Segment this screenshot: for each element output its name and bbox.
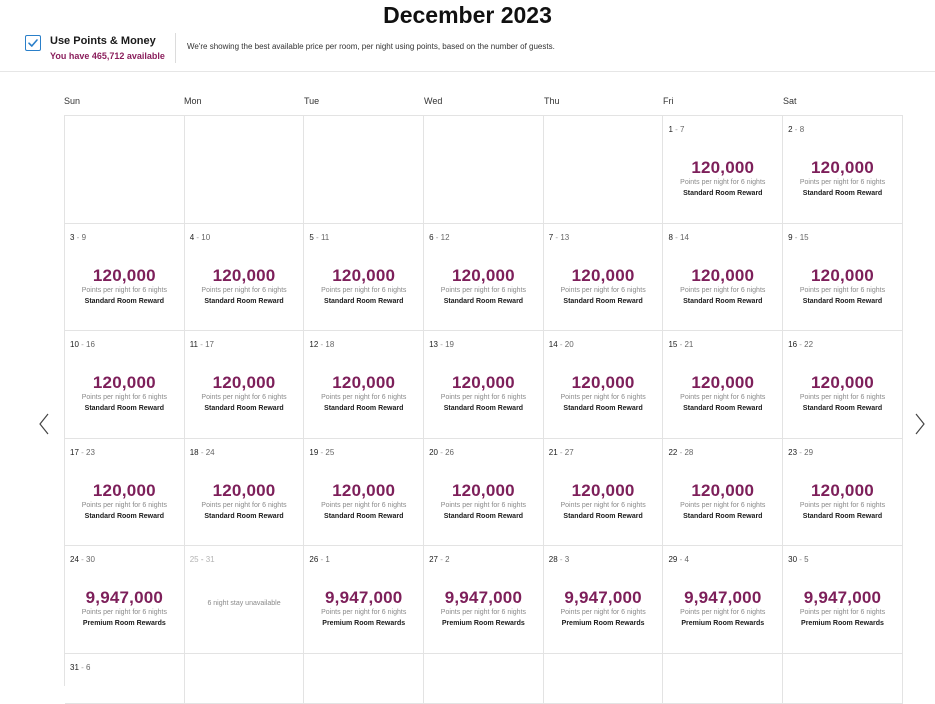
date-range xyxy=(309,233,329,242)
calendar-day-cell[interactable] xyxy=(65,654,185,704)
room-type: Standard Room Reward xyxy=(443,297,524,305)
points-per-night-note: Points per night for 6 nights xyxy=(560,394,646,401)
calendar-day-cell[interactable] xyxy=(663,224,783,332)
range-separator: - xyxy=(78,447,87,457)
range-start: 8 xyxy=(668,232,673,242)
points-per-night-note: Points per night for 6 nights xyxy=(799,394,886,401)
calendar-day-cell[interactable] xyxy=(783,116,903,224)
points-price: 120,000 xyxy=(212,265,276,285)
date-range xyxy=(190,340,214,349)
weekday-sun: Sun xyxy=(64,96,81,106)
range-separator: - xyxy=(792,232,800,242)
points-price: 120,000 xyxy=(212,373,276,392)
points-per-night-note: Points per night for 6 nights xyxy=(321,286,407,294)
points-per-night-note: Points per night for 6 nights xyxy=(799,286,886,294)
room-type: Standard Room Reward xyxy=(204,512,284,520)
calendar-day-cell xyxy=(185,116,305,224)
points-per-night-note: Points per night for 6 nights xyxy=(799,609,886,616)
room-type: Standard Room Reward xyxy=(563,405,643,412)
range-start: 3 xyxy=(70,232,75,242)
range-start: 9 xyxy=(788,232,793,242)
range-end: 16 xyxy=(86,340,95,349)
points-per-night-note: Points per night for 6 nights xyxy=(81,609,167,616)
room-type: Premium Room Rewards xyxy=(681,620,765,627)
room-type: Standard Room Reward xyxy=(802,190,883,197)
weekday-thu: Thu xyxy=(544,96,560,106)
calendar-day-cell[interactable] xyxy=(185,224,305,332)
date-range xyxy=(429,448,454,457)
range-separator: - xyxy=(198,555,206,564)
date-range xyxy=(549,233,569,242)
points-per-night-note: Points per night for 6 nights xyxy=(321,394,407,401)
points-price: 9,947,000 xyxy=(684,588,762,607)
range-end: 2 xyxy=(445,555,450,564)
date-range xyxy=(309,448,334,457)
calendar-day-cell[interactable] xyxy=(304,546,424,654)
range-end: 6 xyxy=(86,662,91,672)
range-separator: - xyxy=(318,340,326,349)
range-separator: - xyxy=(797,447,805,457)
range-start: 14 xyxy=(548,340,558,349)
calendar-day-cell[interactable] xyxy=(544,546,664,654)
calendar-day-cell[interactable] xyxy=(783,439,903,547)
date-range xyxy=(309,555,329,564)
points-per-night-note: Points per night for 6 nights xyxy=(680,394,766,401)
range-start: 22 xyxy=(668,447,678,457)
range-start: 26 xyxy=(309,555,319,564)
range-end: 12 xyxy=(440,232,450,242)
range-start: 29 xyxy=(668,555,678,564)
range-separator: - xyxy=(557,555,565,564)
range-end: 21 xyxy=(684,340,694,349)
date-range xyxy=(70,233,86,242)
points-price: 9,947,000 xyxy=(85,588,164,607)
range-end: 30 xyxy=(86,555,95,564)
points-price: 120,000 xyxy=(691,480,755,500)
calendar-day-cell[interactable] xyxy=(783,331,903,439)
date-range xyxy=(668,555,688,564)
date-range xyxy=(549,340,574,349)
range-end: 18 xyxy=(325,340,335,349)
range-start: 11 xyxy=(189,340,198,349)
calendar-day-cell[interactable] xyxy=(65,224,185,332)
room-type: Premium Room Rewards xyxy=(801,620,884,627)
weekday-sat: Sat xyxy=(783,96,797,106)
range-end: 1 xyxy=(325,555,330,564)
room-type: Standard Room Reward xyxy=(683,297,763,305)
date-range xyxy=(668,233,688,242)
chevron-left-icon xyxy=(39,413,49,435)
range-end: 17 xyxy=(205,340,215,349)
calendar-day-cell xyxy=(304,654,424,704)
points-per-night-note: Points per night for 6 nights xyxy=(440,609,527,616)
points-price: 120,000 xyxy=(332,265,396,285)
date-range xyxy=(429,233,449,242)
range-end: 13 xyxy=(560,232,570,242)
range-start: 30 xyxy=(788,555,798,564)
prev-month-button[interactable] xyxy=(36,412,52,436)
calendar-day-cell xyxy=(544,654,664,704)
calendar-day-cell[interactable] xyxy=(783,546,903,654)
range-end: 8 xyxy=(799,125,805,134)
points-per-night-note: Points per night for 6 nights xyxy=(560,609,646,616)
range-start: 5 xyxy=(309,232,314,242)
points-price: 120,000 xyxy=(451,265,515,285)
points-per-night-note: Points per night for 6 nights xyxy=(201,394,287,401)
date-range xyxy=(788,340,813,349)
range-end: 5 xyxy=(804,555,809,564)
date-range xyxy=(190,555,215,564)
room-type: Standard Room Reward xyxy=(84,405,165,412)
range-separator: - xyxy=(198,340,206,349)
calendar-day-cell[interactable] xyxy=(424,546,544,654)
date-range xyxy=(788,125,804,134)
weekday-fri: Fri xyxy=(663,96,674,106)
calendar-day-cell[interactable] xyxy=(783,224,903,332)
calendar-day-cell[interactable] xyxy=(663,116,783,224)
range-start: 28 xyxy=(548,555,558,564)
range-separator: - xyxy=(677,555,685,564)
room-type: Standard Room Reward xyxy=(563,297,643,305)
range-end: 19 xyxy=(445,340,454,349)
range-separator: - xyxy=(313,232,321,242)
range-end: 10 xyxy=(201,232,211,242)
calendar-day-cell xyxy=(783,654,903,704)
points-per-night-note: Points per night for 6 nights xyxy=(799,179,886,186)
range-end: 7 xyxy=(680,125,685,134)
calendar-day-cell[interactable] xyxy=(424,331,544,439)
range-separator: - xyxy=(557,447,565,457)
room-type: Standard Room Reward xyxy=(443,512,524,520)
range-separator: - xyxy=(677,447,685,457)
range-separator: - xyxy=(437,555,446,564)
calendar-day-cell[interactable] xyxy=(304,331,424,439)
range-end: 4 xyxy=(684,555,689,564)
range-start: 4 xyxy=(189,232,195,242)
range-end: 9 xyxy=(81,232,87,242)
month-title: December 2023 xyxy=(383,2,552,28)
use-points-label[interactable]: Use Points & Money xyxy=(50,35,156,47)
room-type: Standard Room Reward xyxy=(802,297,883,305)
points-price: 120,000 xyxy=(571,265,635,285)
points-per-night-note: Points per night for 6 nights xyxy=(81,286,167,294)
range-start: 2 xyxy=(788,125,793,134)
room-type: Standard Room Reward xyxy=(683,512,763,520)
range-separator: - xyxy=(672,125,680,134)
calendar-day-cell[interactable] xyxy=(424,439,544,547)
divider xyxy=(175,33,176,63)
range-separator: - xyxy=(74,232,82,242)
range-end: 24 xyxy=(205,447,215,457)
points-price: 120,000 xyxy=(451,480,515,500)
date-range xyxy=(549,448,574,457)
range-end: 31 xyxy=(205,555,215,564)
points-available: You have 465,712 available xyxy=(50,51,165,61)
range-start: 31 xyxy=(70,662,79,672)
points-per-night-note: Points per night for 6 nights xyxy=(440,394,527,401)
range-separator: - xyxy=(78,340,87,349)
range-separator: - xyxy=(672,232,680,242)
calendar-day-cell[interactable] xyxy=(65,331,185,439)
points-per-night-note: Points per night for 6 nights xyxy=(560,286,646,294)
room-type: Standard Room Reward xyxy=(324,297,404,305)
points-per-night-note: Points per night for 6 nights xyxy=(81,501,167,509)
range-end: 25 xyxy=(325,447,335,457)
points-price: 120,000 xyxy=(691,265,755,285)
calendar-day-cell[interactable] xyxy=(544,439,664,547)
room-type: Standard Room Reward xyxy=(324,405,404,412)
calendar-day-cell[interactable] xyxy=(663,439,783,547)
range-end: 11 xyxy=(320,232,330,242)
range-start: 7 xyxy=(548,232,554,242)
date-range xyxy=(668,125,684,134)
range-start: 25 xyxy=(189,555,199,564)
range-start: 15 xyxy=(668,340,678,349)
calendar-day-cell xyxy=(544,116,664,224)
date-range xyxy=(788,555,808,564)
points-toggle-bar xyxy=(0,33,935,72)
range-end: 15 xyxy=(799,232,809,242)
calendar-day-cell[interactable] xyxy=(544,331,664,439)
range-end: 29 xyxy=(804,447,814,457)
checkmark-icon xyxy=(27,37,39,49)
chevron-right-icon xyxy=(915,413,925,435)
calendar-day-cell[interactable] xyxy=(185,439,305,547)
points-per-night-note: Points per night for 6 nights xyxy=(680,609,766,616)
points-price: 120,000 xyxy=(571,373,635,392)
weekday-mon: Mon xyxy=(184,96,202,106)
range-start: 17 xyxy=(70,447,79,457)
points-price: 120,000 xyxy=(571,480,635,500)
points-per-night-note: Points per night for 6 nights xyxy=(680,501,766,509)
range-start: 24 xyxy=(70,555,79,564)
range-separator: - xyxy=(198,447,206,457)
range-separator: - xyxy=(437,447,446,457)
weekday-wed: Wed xyxy=(424,96,443,106)
range-separator: - xyxy=(797,555,805,564)
calendar-day-cell[interactable] xyxy=(663,546,783,654)
room-type: Premium Room Rewards xyxy=(82,620,166,627)
range-end: 3 xyxy=(564,555,570,564)
range-start: 20 xyxy=(429,447,438,457)
date-range xyxy=(190,448,215,457)
points-price: 120,000 xyxy=(92,480,156,500)
pricing-info-text: We're showing the best available price per room, per night using points, based on the number of guests. xyxy=(187,42,555,51)
range-separator: - xyxy=(553,232,561,242)
calendar-day-cell xyxy=(663,654,783,704)
points-per-night-note: Points per night for 6 nights xyxy=(799,501,886,509)
weekday-tue: Tue xyxy=(304,96,320,106)
range-start: 27 xyxy=(429,555,438,564)
room-type: Premium Room Rewards xyxy=(441,620,525,627)
points-price: 120,000 xyxy=(332,480,396,500)
date-range xyxy=(788,448,813,457)
room-type: Standard Room Reward xyxy=(84,297,165,305)
points-per-night-note: Points per night for 6 nights xyxy=(201,286,287,294)
points-price: 9,947,000 xyxy=(564,588,642,607)
calendar-day-cell[interactable] xyxy=(185,331,305,439)
calendar-day-cell xyxy=(424,654,544,704)
calendar-day-cell[interactable] xyxy=(304,224,424,332)
date-range xyxy=(549,555,569,564)
points-price: 9,947,000 xyxy=(325,588,403,607)
points-price: 120,000 xyxy=(811,373,874,392)
calendar-day-cell[interactable] xyxy=(544,224,664,332)
range-end: 20 xyxy=(564,340,574,349)
range-start: 16 xyxy=(788,340,798,349)
points-price: 120,000 xyxy=(451,373,515,392)
date-range xyxy=(668,448,693,457)
calendar-day-cell[interactable] xyxy=(65,439,185,547)
calendar-day-cell xyxy=(185,654,305,704)
points-price: 9,947,000 xyxy=(444,588,523,607)
range-end: 26 xyxy=(445,447,454,457)
calendar-day-cell xyxy=(304,116,424,224)
points-price: 120,000 xyxy=(92,373,156,392)
room-type: Standard Room Reward xyxy=(683,190,763,197)
date-range xyxy=(70,340,95,349)
points-price: 120,000 xyxy=(691,373,755,392)
range-separator: - xyxy=(433,232,441,242)
range-start: 1 xyxy=(668,125,673,134)
calendar-day-cell[interactable] xyxy=(65,546,185,654)
points-price: 120,000 xyxy=(811,265,874,285)
date-range xyxy=(309,340,334,349)
room-type: Premium Room Rewards xyxy=(561,620,645,627)
range-separator: - xyxy=(437,340,446,349)
range-separator: - xyxy=(78,555,87,564)
calendar-day-cell[interactable] xyxy=(424,224,544,332)
date-range xyxy=(70,448,95,457)
points-per-night-note: Points per night for 6 nights xyxy=(440,501,527,509)
range-separator: - xyxy=(557,340,565,349)
room-type: Standard Room Reward xyxy=(683,405,763,412)
points-per-night-note: Points per night for 6 nights xyxy=(321,501,407,509)
range-start: 21 xyxy=(548,447,558,457)
range-end: 23 xyxy=(86,447,95,457)
range-separator: - xyxy=(797,340,805,349)
points-per-night-note: Points per night for 6 nights xyxy=(680,179,766,186)
points-per-night-note: Points per night for 6 nights xyxy=(560,501,646,509)
calendar-grid xyxy=(64,115,903,686)
date-range xyxy=(70,555,95,564)
calendar-day-cell[interactable] xyxy=(304,439,424,547)
range-separator: - xyxy=(78,662,87,672)
room-type: Standard Room Reward xyxy=(204,405,284,412)
date-range xyxy=(429,555,449,564)
date-range xyxy=(70,663,90,672)
room-type: Premium Room Rewards xyxy=(322,620,406,627)
room-type: Standard Room Reward xyxy=(324,512,404,520)
range-separator: - xyxy=(318,447,326,457)
unavailable-note: 6 night stay unavailable xyxy=(207,600,281,607)
points-per-night-note: Points per night for 6 nights xyxy=(321,609,407,616)
room-type: Standard Room Reward xyxy=(563,512,643,520)
range-start: 19 xyxy=(309,447,319,457)
room-type: Standard Room Reward xyxy=(802,405,883,412)
points-price: 120,000 xyxy=(691,158,755,177)
points-per-night-note: Points per night for 6 nights xyxy=(81,394,167,401)
date-range xyxy=(788,233,808,242)
date-range xyxy=(429,340,454,349)
next-month-button[interactable] xyxy=(912,412,928,436)
range-start: 10 xyxy=(70,340,79,349)
calendar-day-cell[interactable] xyxy=(185,546,305,654)
points-price: 120,000 xyxy=(92,265,156,285)
date-range xyxy=(668,340,693,349)
points-per-night-note: Points per night for 6 nights xyxy=(680,286,766,294)
calendar-day-cell xyxy=(424,116,544,224)
points-price: 120,000 xyxy=(212,480,276,500)
room-type: Standard Room Reward xyxy=(204,297,284,305)
points-price: 120,000 xyxy=(811,158,874,177)
use-points-checkbox[interactable] xyxy=(25,35,41,51)
points-price: 120,000 xyxy=(811,480,874,500)
range-separator: - xyxy=(318,555,326,564)
range-end: 27 xyxy=(564,447,574,457)
calendar-day-cell[interactable] xyxy=(663,331,783,439)
range-end: 14 xyxy=(680,232,689,242)
range-start: 23 xyxy=(788,447,798,457)
room-type: Standard Room Reward xyxy=(802,512,883,520)
range-start: 12 xyxy=(309,340,319,349)
range-end: 22 xyxy=(804,340,814,349)
range-start: 6 xyxy=(429,232,434,242)
calendar-day-cell xyxy=(65,116,185,224)
range-separator: - xyxy=(677,340,685,349)
range-start: 13 xyxy=(429,340,438,349)
room-type: Standard Room Reward xyxy=(84,512,165,520)
range-start: 18 xyxy=(189,447,199,457)
room-type: Standard Room Reward xyxy=(443,405,524,412)
range-separator: - xyxy=(792,125,800,134)
date-range xyxy=(190,233,210,242)
points-per-night-note: Points per night for 6 nights xyxy=(201,501,287,509)
points-price: 9,947,000 xyxy=(803,588,882,607)
points-per-night-note: Points per night for 6 nights xyxy=(440,286,527,294)
range-end: 28 xyxy=(684,447,694,457)
range-separator: - xyxy=(194,232,202,242)
points-price: 120,000 xyxy=(332,373,396,392)
